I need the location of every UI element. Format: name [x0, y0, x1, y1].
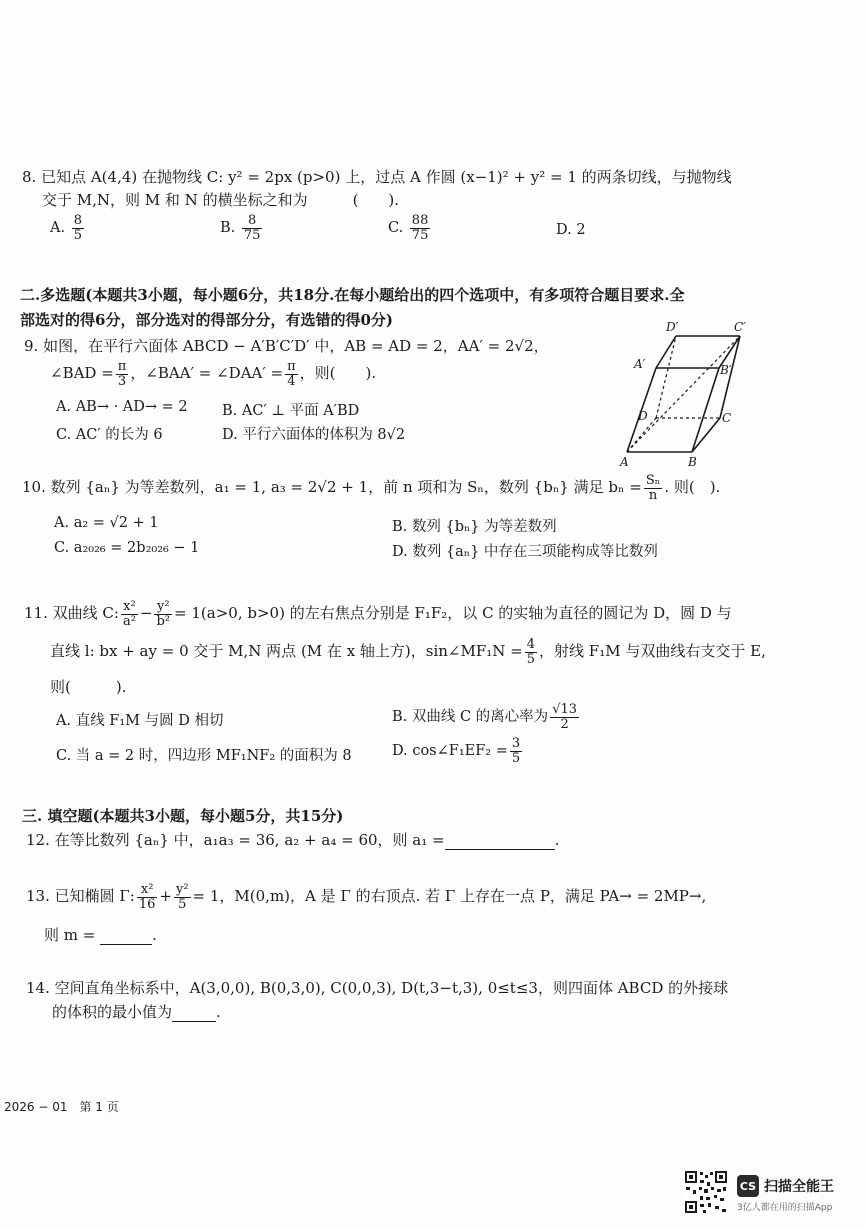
section2-heading-line1: 二.多选题(本题共3小题，每小题6分，共18分.在每小题给出的四个选项中，有多项符合题目要求.全: [20, 286, 685, 304]
q9-line2: ∠BAD = $\frac{\pi}{3}$ ，∠BAA′ = ∠DAA′ = $\frac{\pi}{4}$ ，则( ).: [50, 359, 377, 389]
q13-line1: 13. 已知椭圆 Γ: $\frac{\text{x²}}{16}$ + $\frac{\text{y²}}{5}$ = 1，M(0,m)，A 是 Γ 的右顶点. 若 Γ 上存在一点 P，满足 PA→ = 2MP→,: [26, 882, 707, 912]
q11-option-d: D. cos∠F₁EF₂ = $\frac{3}{5}$: [392, 736, 521, 766]
label-b: B: [688, 455, 697, 469]
label-b-prime: B′: [720, 363, 732, 377]
q8-option-d: D. 2: [556, 222, 586, 238]
brand-title: 扫描全能王: [764, 1179, 834, 1195]
page-footer: 2026 − 01 第 1 页: [4, 1100, 119, 1114]
label-c-prime: C′: [734, 320, 746, 334]
q13-line2: 则 m = .: [44, 926, 157, 944]
q8-option-c: C. $\frac{88}{75}$: [388, 213, 429, 243]
q11-option-b: B. 双曲线 C 的离心率为 $\frac{√13}{2}$: [392, 702, 578, 732]
section2-heading-line2: 部选对的得6分，部分选对的得部分分，有选错的得0分): [20, 311, 393, 329]
q12-text: 12. 在等比数列 {aₙ} 中，a₁a₃ = 36, a₂ + a₄ = 60，则 a₁ = .: [26, 831, 560, 849]
label-a: A: [620, 455, 629, 469]
label-d-prime: D′: [666, 320, 679, 334]
q11-option-c: C. 当 a = 2 时，四边形 MF₁NF₂ 的面积为 8: [56, 748, 352, 764]
q8-option-b: B. $\frac{8}{75}$: [220, 213, 261, 243]
q11-line1: 11. 双曲线 C: $\frac{\text{x²}}{\text{a²}}$ − $\frac{\text{y²}}{\text{b²}}$ = 1(a>0, b>0) 的左右焦点分别是 F₁F₂，以 C 的实轴为直径的圆记为 D，圆 D 与: [24, 599, 732, 629]
q9-option-b: B. AC′ ⊥ 平面 A′BD: [222, 403, 360, 419]
section3-heading: 三. 填空题(本题共3小题，每小题5分，共15分): [22, 807, 344, 825]
q8-option-a: A. $\frac{8}{5}$: [50, 213, 82, 243]
q11-line2: 直线 l: bx + ay = 0 交于 M,N 两点 (M 在 x 轴上方)，sin∠MF₁N = $\frac{4}{5}$ ，射线 F₁M 与双曲线右支交于 E,: [50, 637, 766, 667]
label-d: D: [638, 409, 648, 423]
q11-option-a: A. 直线 F₁M 与圆 D 相切: [56, 713, 224, 729]
q9-option-d: D. 平行六面体的体积为 8√2: [222, 427, 406, 443]
q11-line3: 则( ).: [50, 678, 127, 696]
q9-option-c: C. AC′ 的长为 6: [56, 427, 163, 443]
q10-option-c: C. a₂₀₂₆ = 2b₂₀₂₆ − 1: [54, 540, 200, 556]
q9-line1: 9. 如图，在平行六面体 ABCD − A′B′C′D′ 中，AB = AD = 2，AA′ = 2√2，: [24, 337, 549, 355]
q10-option-b: B. 数列 {bₙ} 为等差数列: [392, 519, 557, 535]
q13-answer-blank[interactable]: [100, 926, 152, 945]
q8-line2: 交于 M,N，则 M 和 N 的横坐标之和为 ( ).: [42, 191, 400, 209]
qr-code-icon: [684, 1170, 728, 1214]
q12-answer-blank[interactable]: [445, 831, 555, 850]
label-a-prime: A′: [634, 357, 646, 371]
brand-subtitle: 3亿人都在用的扫描App: [737, 1203, 833, 1213]
q9-option-a: A. AB→ · AD→ = 2: [56, 399, 188, 415]
q10-option-a: A. a₂ = √2 + 1: [54, 515, 159, 531]
label-c: C: [722, 411, 732, 425]
q14-answer-blank[interactable]: [172, 1003, 216, 1022]
q10-line1: 10. 数列 {aₙ} 为等差数列，a₁ = 1, a₃ = 2√2 + 1，前 n 项和为 Sₙ，数列 {bₙ} 满足 bₙ = $\frac{\text{Sₙ}}{n}$ . 则( ).: [22, 473, 721, 503]
parallelepiped-figure: [612, 316, 772, 472]
q8-line1: 8. 已知点 A(4,4) 在抛物线 C: y² = 2px (p>0) 上，过点 A 作圆 (x−1)² + y² = 1 的两条切线，与抛物线: [22, 168, 732, 186]
q14-line1: 14. 空间直角坐标系中，A(3,0,0), B(0,3,0), C(0,0,3), D(t,3−t,3), 0≤t≤3，则四面体 ABCD 的外接球: [26, 979, 729, 997]
q10-option-d: D. 数列 {aₙ} 中存在三项能构成等比数列: [392, 544, 658, 560]
cs-logo-icon: CS: [737, 1175, 759, 1197]
scanner-brand: [737, 1175, 834, 1213]
q14-line2: 的体积的最小值为 .: [52, 1003, 221, 1021]
